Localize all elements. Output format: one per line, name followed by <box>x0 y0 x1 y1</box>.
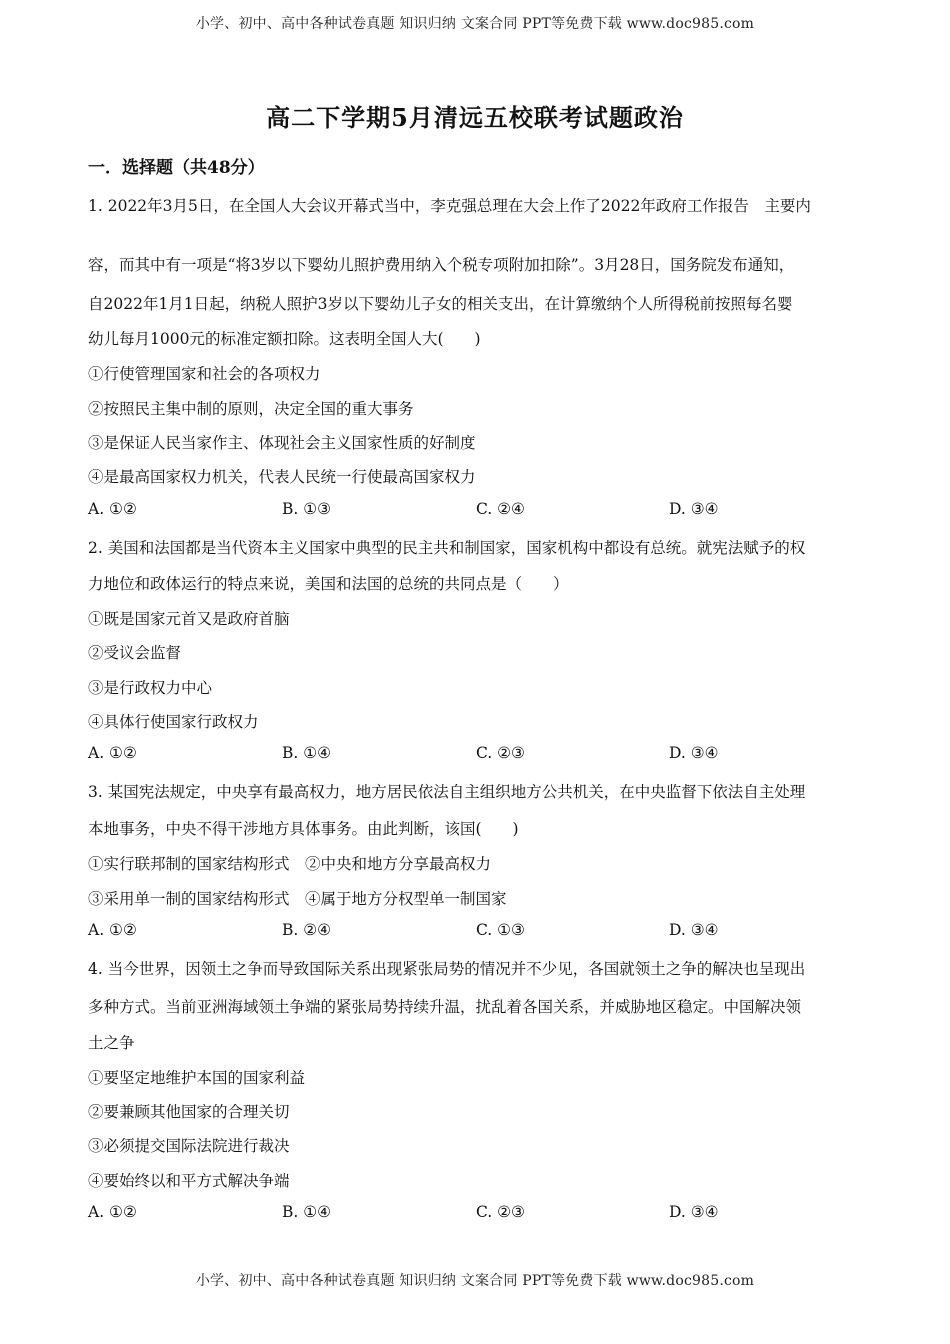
q2-statement-1: ①既是国家元首又是政府首脑 <box>88 610 290 628</box>
section-heading: 一．选择题（共48分） <box>88 158 265 178</box>
q2-statement-3: ③是行政权力中心 <box>88 679 213 697</box>
q1-line-3: 自2022年1月1日起，纳税人照护3岁以下婴幼儿子女的相关支出，在计算缴纳个人所得税前按照每名婴 <box>88 295 793 313</box>
q4-statement-2: ②要兼顾其他国家的合理关切 <box>88 1103 290 1121</box>
q4-statement-4: ④要始终以和平方式解决争端 <box>88 1172 290 1190</box>
q2-option-d: D. ③④ <box>669 744 719 762</box>
q3-option-d: D. ③④ <box>669 921 719 939</box>
q4-line-3: 土之争 <box>88 1034 135 1052</box>
q3-option-b: B. ②④ <box>282 921 332 939</box>
q4-statement-3: ③必须提交国际法院进行裁决 <box>88 1137 290 1155</box>
q1-line-2: 容，而其中有一项是“将3岁以下婴幼儿照护费用纳入个税专项附加扣除”。3月28日，国务院发布通知， <box>88 256 795 274</box>
q1-line-4: 幼儿每月1000元的标准定额扣除。这表明全国人大( ) <box>88 330 481 348</box>
q4-option-d: D. ③④ <box>669 1203 719 1221</box>
q1-statement-3: ③是保证人民当家作主、体现社会主义国家性质的好制度 <box>88 434 476 452</box>
q2-statement-4: ④具体行使国家行政权力 <box>88 713 259 731</box>
q3-line-1: 3. 某国宪法规定，中央享有最高权力，地方居民依法自主组织地方公共机关，在中央监督下依法自主处理 <box>88 783 806 801</box>
q4-option-a: A. ①② <box>88 1203 137 1221</box>
q3-option-a: A. ①② <box>88 921 137 939</box>
q2-line-2: 力地位和政体运行的特点来说，美国和法国的总统的共同点是（ ） <box>88 575 569 593</box>
q1-option-b: B. ①③ <box>282 500 332 518</box>
q2-option-b: B. ①④ <box>282 744 332 762</box>
q1-line-1: 1. 2022年3月5日，在全国人大会议开幕式当中，李克强总理在大会上作了2022年政府工作报告 主要内 <box>88 197 811 215</box>
q2-option-c: C. ②③ <box>476 744 525 762</box>
q4-line-2: 多种方式。当前亚洲海域领土争端的紧张局势持续升温，扰乱着各国关系，并威胁地区稳定。中国解决领 <box>88 998 802 1016</box>
q4-line-1: 4. 当今世界，因领土之争而导致国际关系出现紧张局势的情况并不少见，各国就领土之争的解决也呈现出 <box>88 960 806 978</box>
q1-option-d: D. ③④ <box>669 500 719 518</box>
q3-line-2: 本地事务，中央不得干涉地方具体事务。由此判断，该国( ) <box>88 820 519 838</box>
q3-option-c: C. ①③ <box>476 921 525 939</box>
q4-option-c: C. ②③ <box>476 1203 525 1221</box>
document-title: 高二下学期5月清远五校联考试题政治 <box>266 103 684 132</box>
page-header: 小学、初中、高中各种试卷真题 知识归纳 文案合同 PPT等免费下载 www.doc985.com <box>195 16 755 32</box>
q2-option-a: A. ①② <box>88 744 137 762</box>
q1-option-a: A. ①② <box>88 500 137 518</box>
q4-statement-1: ①要坚定地维护本国的国家利益 <box>88 1069 306 1087</box>
q1-option-c: C. ②④ <box>476 500 525 518</box>
q3-statement-3-4: ③采用单一制的国家结构形式 ④属于地方分权型单一制国家 <box>88 890 507 908</box>
page-footer: 小学、初中、高中各种试卷真题 知识归纳 文案合同 PPT等免费下载 www.doc985.com <box>195 1273 755 1289</box>
q4-option-b: B. ①④ <box>282 1203 332 1221</box>
q1-statement-2: ②按照民主集中制的原则，决定全国的重大事务 <box>88 400 414 418</box>
q1-statement-1: ①行使管理国家和社会的各项权力 <box>88 365 321 383</box>
q2-statement-2: ②受议会监督 <box>88 644 182 662</box>
q3-statement-1-2: ①实行联邦制的国家结构形式 ②中央和地方分享最高权力 <box>88 855 492 873</box>
q2-line-1: 2. 美国和法国都是当代资本主义国家中典型的民主共和制国家，国家机构中都设有总统。就宪法赋予的权 <box>88 539 806 557</box>
q1-statement-4: ④是最高国家权力机关，代表人民统一行使最高国家权力 <box>88 468 476 486</box>
